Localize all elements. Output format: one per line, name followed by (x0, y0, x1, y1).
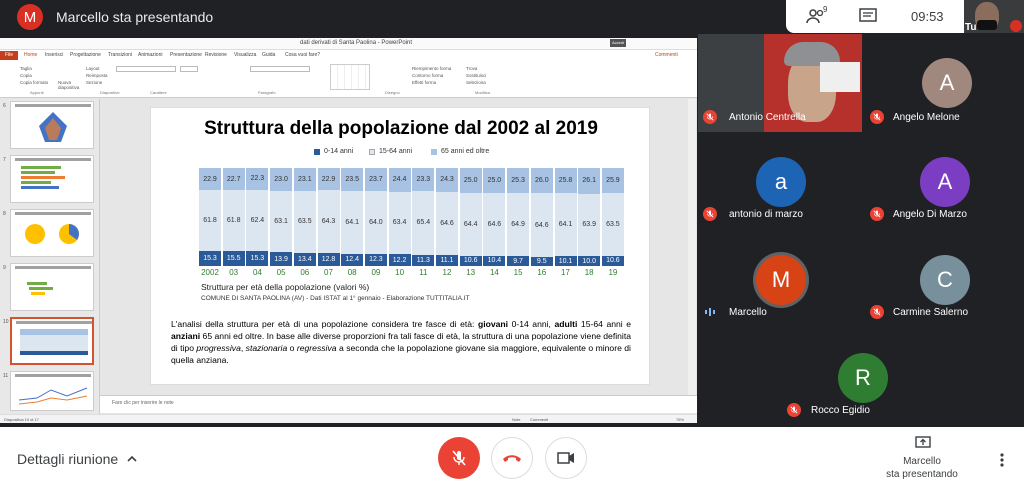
bar-segment: 64.9 (507, 193, 529, 257)
bar-segment: 23.1 (294, 168, 316, 191)
ribbon-item[interactable]: Copia (20, 73, 32, 78)
present-screen-icon[interactable] (915, 436, 931, 450)
chart-bar (483, 168, 505, 266)
thumb-title (15, 374, 91, 377)
ppt-window-title: dati derivati di Santa Paolina - PowerPoint (300, 40, 413, 46)
notes-placeholder: Fare clic per inserire le note (112, 400, 174, 406)
size-select[interactable] (180, 66, 198, 72)
chart-bar (578, 168, 600, 266)
ribbon-item[interactable]: Trova (466, 66, 478, 71)
participant-avatar: C (920, 255, 970, 305)
x-tick-label: 2002 (201, 268, 219, 277)
thumb-number: 6 (3, 103, 6, 109)
chart-bar (460, 168, 482, 266)
chart-bar (246, 168, 268, 266)
speaking-indicator-icon (705, 308, 717, 316)
paragraph-run: regressiva (296, 343, 337, 353)
chart-bar (436, 168, 458, 266)
ribbon-item[interactable]: Contorno forma (412, 73, 444, 78)
x-tick-label: 07 (324, 268, 333, 277)
bar-segment: 65.4 (412, 191, 434, 255)
bar-segment: 64.0 (365, 191, 387, 254)
chart-bar (412, 168, 434, 266)
paragraph-run: 65 anni ed oltre. In base alle diverse proporzioni fra tali fasce di età, la struttura di una popolazione viene definita di tipo (171, 331, 631, 353)
bar-segment: 25.8 (555, 168, 577, 193)
bar-segment: 64.3 (318, 190, 340, 253)
paragraph-run: L'analisi della struttura per età di una popolazione considera tre fasce di età: (171, 319, 478, 329)
ribbon-item[interactable]: Seleziona (466, 80, 486, 85)
video-window (820, 62, 860, 92)
ppt-statusbar (0, 414, 697, 423)
bar-segment: 24.3 (436, 168, 458, 192)
bar-segment: 12.2 (389, 254, 411, 266)
ppt-tab[interactable]: Visualizza (234, 52, 257, 58)
x-tick-label: 16 (537, 268, 547, 277)
bar-segment: 9.5 (531, 257, 553, 266)
more-options-icon[interactable] (1000, 453, 1004, 467)
ppt-share-button[interactable]: Accedi (611, 40, 624, 45)
bar-segment: 12.3 (365, 254, 387, 266)
ppt-comments[interactable]: Commenti (655, 52, 678, 58)
bar-segment: 22.3 (246, 168, 268, 190)
thumb-content (17, 164, 89, 198)
paragraph-run: 0-14 anni, (508, 319, 555, 329)
ppt-tab[interactable]: Transizioni (108, 52, 132, 58)
bar-segment: 64.6 (531, 193, 553, 256)
ppt-file-tab[interactable]: File (0, 51, 18, 60)
chevron-up-icon[interactable] (126, 453, 138, 465)
mic-off-icon (703, 110, 717, 124)
participant-name: Marcello (729, 307, 767, 318)
self-mic-off-icon (1010, 20, 1022, 32)
ppt-tab[interactable]: Inserisci (45, 52, 64, 58)
bar-segment: 25.3 (507, 168, 529, 193)
paragraph-run: , (240, 343, 246, 353)
participant-avatar: M (756, 255, 806, 305)
participant-avatar: A (920, 157, 970, 207)
bar-segment: 63.1 (270, 191, 292, 253)
participant-name: Angelo Melone (893, 112, 960, 123)
current-slide (150, 107, 650, 385)
chart-bar (602, 168, 624, 266)
slide-thumbnail[interactable] (10, 371, 94, 411)
presenter-status: sta presentando (886, 469, 958, 480)
chart-bar (294, 168, 316, 266)
bar-segment: 63.5 (602, 193, 624, 255)
slide-thumbnail[interactable] (10, 263, 94, 311)
mic-off-icon (787, 403, 801, 417)
paragraph-run: adulti (554, 319, 578, 329)
x-tick-label: 18 (584, 268, 594, 277)
bar-segment: 9.7 (507, 256, 529, 266)
chart-bar (365, 168, 387, 266)
chart-bar (199, 168, 221, 266)
self-label: Tu (965, 22, 977, 33)
bar-segment: 23.0 (270, 168, 292, 191)
bar-segment: 10.1 (555, 256, 577, 266)
paragraph-controls[interactable] (250, 66, 310, 72)
x-tick-label: 05 (276, 268, 286, 277)
legend-swatch (314, 149, 320, 155)
thumb-content (17, 380, 89, 414)
bar-segment: 15.5 (223, 251, 245, 266)
ribbon-group: Paragrafo (258, 90, 276, 95)
bar-segment: 12.8 (318, 253, 340, 266)
bar-segment: 63.9 (578, 194, 600, 257)
bar-segment: 64.1 (555, 193, 577, 256)
legend-label: 0-14 anni (324, 148, 354, 155)
bar-segment: 64.4 (460, 193, 482, 256)
ppt-ribbon (0, 60, 697, 98)
bar-segment: 23.3 (412, 168, 434, 191)
chart-bar (223, 168, 245, 266)
bar-segment: 25.0 (483, 168, 505, 193)
ppt-tab[interactable]: Revisione (205, 52, 227, 58)
chart-bar (507, 168, 529, 266)
x-tick-label: 08 (347, 268, 357, 277)
clock: 09:53 (911, 9, 944, 24)
bar-segment: 26.0 (531, 168, 553, 193)
zoom-level[interactable]: 76% (676, 417, 685, 422)
stacked-bar-chart (199, 168, 620, 266)
thumb-number: 7 (3, 157, 6, 163)
ppt-titlebar (0, 38, 697, 50)
bar-segment: 24.4 (389, 168, 411, 192)
bar-segment: 22.7 (223, 168, 245, 190)
participants-count: 9 (823, 5, 828, 14)
chart-bar (270, 168, 292, 266)
legend-swatch (369, 149, 375, 155)
x-tick-label: 15 (513, 268, 523, 277)
leave-call-button[interactable] (491, 437, 533, 479)
thumb-number: 9 (3, 265, 6, 271)
thumb-number: 10 (3, 319, 9, 325)
participant-avatar: A (922, 58, 972, 108)
bar-segment: 11.3 (412, 255, 434, 266)
bar-segment: 15.3 (246, 251, 268, 266)
slide-thumbnail-selected[interactable] (10, 317, 94, 365)
slide-title: Struttura della popolazione dal 2002 al 2019 (204, 118, 598, 139)
ppt-tab[interactable]: Progettazione (70, 52, 101, 58)
slide-thumbnails (0, 99, 100, 414)
thumb-content (18, 327, 90, 361)
camera-toggle-button[interactable] (545, 437, 587, 479)
mic-off-icon (703, 207, 717, 221)
bar-segment: 11.1 (436, 255, 458, 266)
ribbon-group: Modifica (475, 90, 490, 95)
bar-segment: 64.6 (483, 193, 505, 256)
bar-segment: 62.4 (246, 190, 268, 251)
legend-label: 15-64 anni (379, 148, 413, 155)
chart-caption: Struttura per età della popolazione (valori %) (201, 282, 370, 292)
notes-toggle[interactable]: Note (512, 417, 521, 422)
ribbon-group: Appunti (30, 90, 44, 95)
ribbon-group: Carattere (150, 90, 167, 95)
bar-segment: 10.0 (578, 256, 600, 266)
ppt-tab[interactable]: Animazioni (138, 52, 163, 58)
paragraph-run: 15-64 anni e (577, 319, 632, 329)
presenter-name: Marcello (903, 456, 941, 467)
participant-avatar: R (838, 353, 888, 403)
bar-segment: 63.4 (389, 192, 411, 254)
chart-bar (389, 168, 411, 266)
bar-segment: 13.9 (270, 252, 292, 266)
chart-bar (555, 168, 577, 266)
x-tick-label: 13 (466, 268, 476, 277)
bar-segment: 61.8 (223, 190, 245, 251)
thumb-title (16, 321, 92, 324)
participant-name: antonio di marzo (729, 209, 803, 220)
camera-icon (557, 452, 575, 464)
ppt-tab[interactable]: Guida (262, 52, 276, 58)
chat-icon[interactable] (858, 7, 878, 25)
legend-item (431, 148, 489, 155)
bar-segment: 25.0 (460, 168, 482, 193)
thumb-number: 11 (3, 373, 9, 379)
chart-bar (341, 168, 363, 266)
thumb-title (15, 104, 91, 107)
bar-segment: 22.9 (318, 168, 340, 190)
presenter-info (862, 455, 982, 481)
presenting-title: Marcello sta presentando (56, 9, 214, 25)
paragraph-run: stazionaria (245, 343, 288, 353)
legend-label: 65 anni ed oltre (441, 148, 490, 155)
paragraph-run: giovani (477, 319, 509, 329)
chart-legend (151, 148, 651, 158)
thumb-content (17, 272, 89, 306)
ppt-tab[interactable]: Home (24, 52, 38, 58)
bar-segment: 15.3 (199, 251, 221, 266)
participant-name: Carmine Salerno (893, 307, 969, 318)
ribbon-group: Diapositive (100, 90, 120, 95)
legend-item (369, 148, 412, 155)
bar-segment: 61.8 (199, 190, 221, 251)
self-video-mask (977, 20, 997, 30)
slide-thumbnail[interactable] (10, 209, 94, 257)
ppt-tabs (0, 50, 697, 60)
mic-off-icon (870, 110, 884, 124)
thumb-content (17, 218, 89, 252)
bar-segment: 10.6 (460, 256, 482, 266)
shared-screen (0, 38, 697, 423)
bar-segment: 63.5 (294, 191, 316, 253)
ribbon-item[interactable]: Effetti forma (412, 80, 437, 85)
thumb-title (15, 158, 91, 161)
ribbon-item[interactable]: Nuova diapositiva (58, 80, 80, 90)
mic-off-icon (870, 305, 884, 319)
ribbon-group: Disegno (385, 90, 400, 95)
ribbon-item[interactable]: Reimposta (86, 73, 108, 78)
hangup-icon (502, 453, 522, 463)
font-select[interactable] (116, 66, 176, 72)
x-tick-label: 03 (229, 268, 239, 277)
ribbon-item[interactable]: Copia formato (20, 80, 49, 85)
paragraph-run: o (287, 343, 297, 353)
thumb-title (15, 266, 91, 269)
bar-segment: 10.6 (602, 256, 624, 266)
bottom-bar (0, 427, 1024, 487)
chart-bar (531, 168, 553, 266)
x-tick-label: 11 (419, 268, 428, 277)
bar-segment: 12.4 (341, 254, 363, 266)
participant-name: Angelo Di Marzo (893, 209, 967, 220)
x-tick-label: 19 (608, 268, 618, 277)
presenter-avatar: M (17, 4, 43, 30)
slide-thumbnail[interactable] (10, 101, 94, 149)
notes-pane[interactable] (100, 395, 697, 413)
x-tick-label: 04 (252, 268, 262, 277)
bar-segment: 25.9 (602, 168, 624, 193)
mic-off-icon (870, 207, 884, 221)
thumb-number: 8 (3, 211, 6, 217)
paragraph-run: a seconda che la popolazione giovane sia maggiore, equivalente o minore di quella anziana. (171, 343, 631, 365)
slide-thumbnail[interactable] (10, 155, 94, 203)
top-bar (0, 0, 1024, 34)
x-tick-label: 12 (442, 268, 452, 277)
chart-bar (318, 168, 340, 266)
bar-segment: 64.1 (341, 191, 363, 254)
ribbon-item[interactable]: Sostituisci (466, 73, 487, 78)
bar-segment: 64.6 (436, 192, 458, 255)
tiles-grid (698, 132, 1024, 328)
ppt-tab[interactable]: Cosa vuoi fare? (285, 52, 321, 58)
x-tick-label: 17 (561, 268, 570, 277)
ribbon-item[interactable]: Layout (86, 66, 100, 71)
bar-segment: 10.4 (483, 256, 505, 266)
comments-toggle[interactable]: Commenti (530, 417, 549, 422)
slide-scrollbar[interactable] (688, 99, 696, 395)
legend-swatch (431, 149, 437, 155)
participant-name: Rocco Egidio (811, 405, 870, 416)
paragraph-run: anziani (171, 331, 201, 341)
slide-paragraph (171, 318, 631, 366)
x-tick-label: 10 (395, 268, 405, 277)
bar-segment: 22.9 (199, 168, 221, 190)
ribbon-item[interactable]: Taglia (20, 66, 32, 71)
ppt-tab[interactable]: Presentazione (170, 52, 202, 58)
thumb-content (17, 110, 89, 144)
bar-segment: 26.1 (578, 168, 600, 194)
bar-segment: 23.7 (365, 168, 387, 191)
meeting-details-button[interactable]: Dettagli riunione (17, 451, 119, 467)
thumb-title (15, 212, 91, 215)
bar-segment: 13.4 (294, 253, 316, 266)
ribbon-item[interactable]: Sezione (86, 80, 103, 85)
participant-name: Antonio Centrella (729, 112, 806, 123)
mic-off-icon (450, 449, 468, 467)
bar-segment: 23.5 (341, 168, 363, 191)
legend-item (314, 148, 353, 155)
x-tick-label: 06 (300, 268, 310, 277)
chart-source: COMUNE DI SANTA PAOLINA (AV) - Dati ISTAT al 1° gennaio - Elaborazione TUTTITALIA.IT (201, 295, 470, 302)
participant-avatar: a (756, 157, 806, 207)
x-tick-label: 09 (371, 268, 381, 277)
paragraph-run: progressiva (196, 343, 241, 353)
x-tick-label: 14 (489, 268, 499, 277)
shapes-gallery[interactable] (330, 64, 370, 90)
mic-toggle-button[interactable] (438, 437, 480, 479)
ribbon-item[interactable]: Riempimento forma (412, 66, 452, 71)
slide-counter: Diapositiva 10 di 17 (4, 417, 39, 422)
